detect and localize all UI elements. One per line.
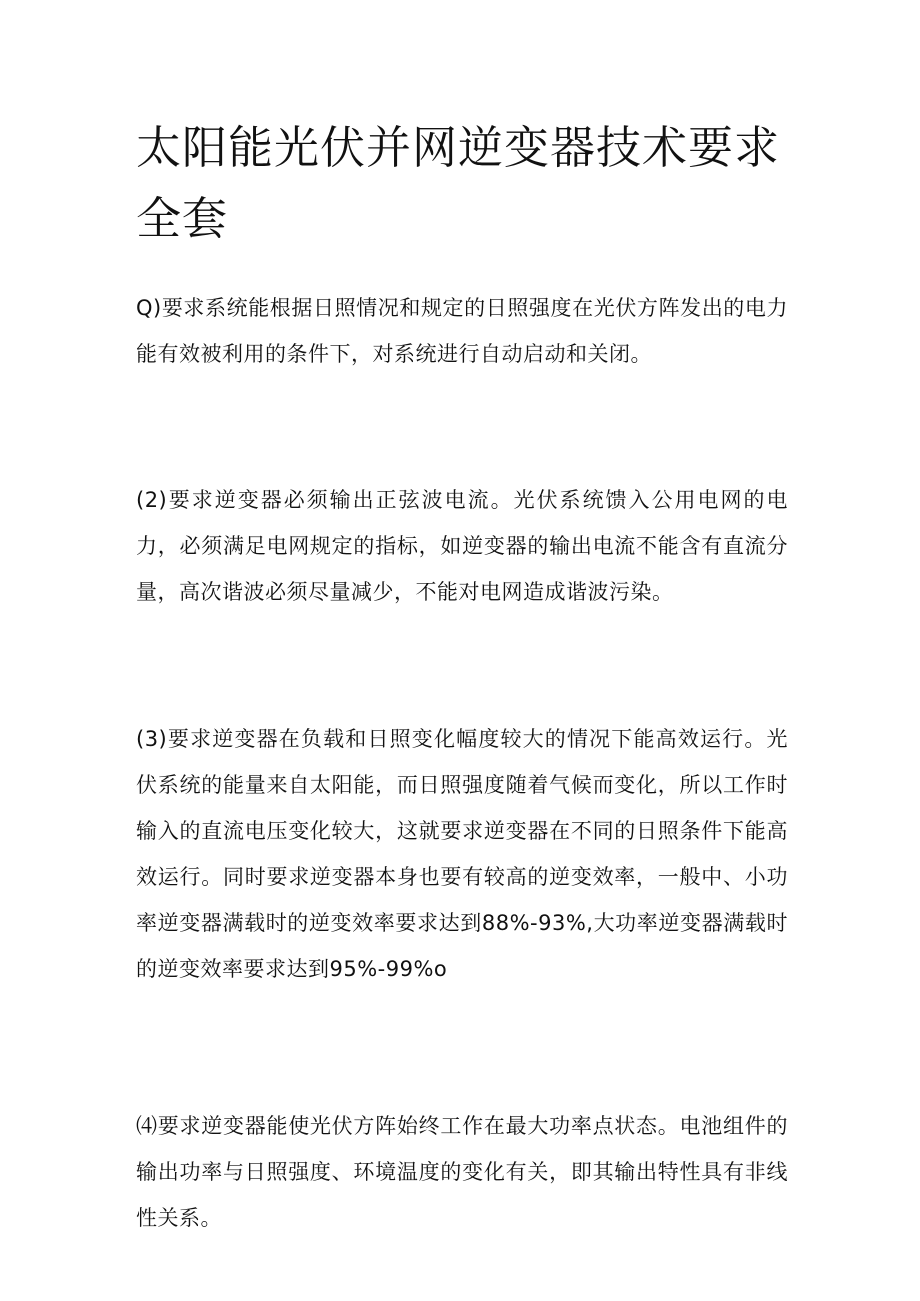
document-title: 太阳能光伏并网逆变器技术要求全套: [136, 121, 781, 245]
paragraph-3: (3)要求逆变器在负载和日照变化幅度较大的情况下能高效运行。光伏系统的能量来自太阳能，而日照强度随着气候而变化，所以工作时输入的直流电压变化较大，这就要求逆变器在不同的日照条件下能高效运行。同时要求逆变器本身也要有较高的逆变效率，一般中、小功率逆变器满载时的逆变效率要求达到88%-93%,大功率逆变器满载时的逆变效率要求达到95%-99%o: [136, 727, 788, 981]
paragraph-2: (2)要求逆变器必须输出正弦波电流。光伏系统馈入公用电网的电力，必须满足电网规定的指标，如逆变器的输出电流不能含有直流分量，高次谐波必须尽量减少，不能对电网造成谐波污染。: [136, 488, 788, 604]
paragraph-1: Q)要求系统能根据日照情况和规定的日照强度在光伏方阵发出的电力能有效被利用的条件下，对系统进行自动启动和关闭。: [136, 296, 788, 366]
paragraph-4: ⑷要求逆变器能使光伏方阵始终工作在最大功率点状态。电池组件的输出功率与日照强度、环境温度的变化有关，即其输出特性具有非线性关系。: [136, 1114, 788, 1230]
